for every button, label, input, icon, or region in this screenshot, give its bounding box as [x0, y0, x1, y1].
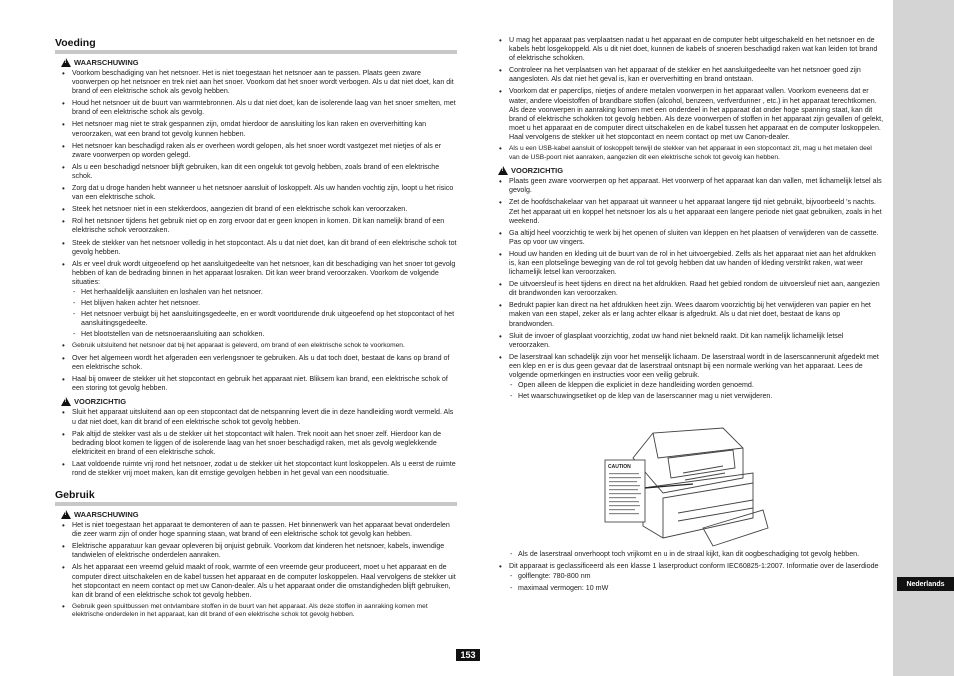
list-item: • Het netsnoer mag niet te strak gespannen zijn, omdat hierdoor de aansluiting los kan raken en oververhitting kan veroorzaken, wat een brand tot gevolg kunnen hebben.: [72, 120, 457, 138]
list-item: [72, 260, 457, 340]
list-item: • Voorkom beschadiging van het netsnoer. Het is niet toegestaan het netsnoer aan te passen. Plaats geen zware voorwerpen op het netsnoer en trek niet aan het snoer. Voorkom dat het snoer wordt verbogen. Als u dat niet doet, kan dit brand of een elektrische schok als gevolg hebben.: [72, 69, 457, 96]
voeding-warning-list: [55, 69, 457, 393]
list-item: • Ga altijd heel voorzichtig te werk bij het openen of sluiten van kleppen en het plaatsen of verwijderen van de cassette. Pas op voor uw vingers.: [509, 229, 884, 247]
list-item: • Houd het netsnoer uit de buurt van warmtebronnen. Als u dat niet doet, kan de isolerende laag van het snoer smelten, met brand of een elektrische schok als gevolg.: [72, 99, 457, 117]
list-item: • Houd uw handen en kleding uit de buurt van de rol in het uitvoergebied. Zelfs als het apparaat niet aan het afdrukken is, kan een plotselinge beweging van de rol tot gevolg hebben dat uw handen of kleding verstrikt raken, wat weer lichamelijk letsel kan veroorzaken.: [509, 250, 884, 277]
warning-icon: [61, 397, 71, 406]
sub-list: [509, 381, 884, 401]
list-item: • Elektrische apparatuur kan gevaar opleveren bij onjuist gebruik. Voorkom dat kinderen het netsnoer, kabels, inwendige tandwielen of elektrische onderdelen aanraken.: [72, 542, 457, 560]
list-item: • Bedrukt papier kan direct na het afdrukken heet zijn. Wees daarom voorzichtig bij het verwijderen van papier en het maken van een stapel, zeker als er lang achter elkaar is afgedrukt. Als u dat niet doet, bestaat de kans op brandwonden.: [509, 301, 884, 328]
warning-icon: [61, 510, 71, 519]
list-item: • Gebruik uitsluitend het netsnoer dat bij het apparaat is geleverd, om brand of een elektrische schok te voorkomen.: [72, 342, 457, 351]
list-item-text: De laserstraal kan schadelijk zijn voor het menselijk lichaam. De laserstraal wordt in de laserscannerunit afgedekt met een klep en er is dus geen gevaar dat de laserstraal ontsnapt bij een normale werking van het apparaat. Lees de volgende opmerkingen en instructies voor een veilig gebruik.: [509, 352, 879, 379]
voeding-caution-list: [55, 408, 457, 478]
list-item: • Sluit de invoer of glasplaat voorzichtig, zodat uw hand niet bekneld raakt. Dit kan namelijk lichamelijk letsel veroorzaken.: [509, 332, 884, 350]
list-item: • Als het apparaat een vreemd geluid maakt of rook, warmte of een vreemde geur produceert, moet u het apparaat en de computer direct uitschakelen en de kabel tussen het apparaat en de computer loskoppelen. Haal vervolgens de stekker uit het stopcontact en neem contact op met uw Canon-dealer. Als u het apparaat onder die omstandigheden blijft gebruiken, kan dit brand of een elektrische schok tot gevolg hebben.: [72, 563, 457, 599]
list-item: • Zet de hoofdschakelaar van het apparaat uit wanneer u het apparaat langere tijd niet gebruikt, bijvoorbeeld 's nachts. Zet het apparaat uit en koppel het netsnoer los als u het apparaat een langere periode niet gaat gebruiken, zoals in het weekend.: [509, 198, 884, 225]
list-item: • Controleer na het verplaatsen van het apparaat of de stekker en het aansluitgedeelte van het netsnoer goed zijn aangesloten. Als dat niet het geval is, kan er oververhitting en brand ontstaan.: [509, 66, 884, 84]
page-number: 153: [456, 649, 480, 661]
sidebar-strip: [893, 0, 954, 676]
sub-list-item: - Het blootstellen van de netsnoeraansluiting aan schokken.: [81, 330, 457, 339]
warning-heading: [61, 510, 457, 519]
caution-label: VOORZICHTIG: [511, 166, 564, 176]
caution-label: VOORZICHTIG: [74, 397, 127, 407]
sub-list-item: - Het blijven haken achter het netsnoer.: [81, 299, 457, 308]
sub-list-item: - Open alleen de kleppen die expliciet in deze handleiding worden genoemd.: [518, 381, 884, 390]
list-item: [509, 562, 884, 592]
sub-list-item: - Het herhaaldelijk aansluiten en loshalen van het netsnoer.: [81, 288, 457, 297]
warning-icon: [498, 166, 508, 175]
sub-list-item: - golflengte: 780-800 nm: [518, 572, 884, 581]
list-item: • Steek de stekker van het netsnoer volledig in het stopcontact. Als u dat niet doet, kan dit brand of een elektrische schok tot gevolg hebben.: [72, 239, 457, 257]
list-item: • Gebruik geen spuitbussen met ontvlambare stoffen in de buurt van het apparaat. Als deze stoffen in aanraking komen met elektrische onderdelen in het apparaat, kan dit brand of een elektrische schok tot gevolg hebben.: [72, 603, 457, 620]
printer-laser-label-illustration: [603, 418, 773, 558]
list-item: • Plaats geen zware voorwerpen op het apparaat. Het voorwerp of het apparaat kan dan vallen, met lichamelijk letsel als gevolg.: [509, 177, 884, 195]
list-item: • Voorkom dat er paperclips, nietjes of andere metalen voorwerpen in het apparaat vallen. Voorkom eveneens dat er water, andere vloeistoffen of brandbare stoffen (alcohol, benzeen, verfverdunner , etc.) in het apparaat terechtkomen. Als deze voorwerpen in aanraking komen met een onderdeel in het apparaat dat onder hoge spanning staat, kan dit brand of elektrische schokken tot gevolg hebben. Als deze voorwerpen of stoffen in het apparaat zijn gevallen of gelekt, moet u het apparaat en de computer direct uitschakelen en de kabel tussen het apparaat en de computer loskoppelen. Haal vervolgens de stekker uit het stopcontact en neem contact op met uw Canon-dealer.: [509, 87, 884, 142]
list-item: • Pak altijd de stekker vast als u de stekker uit het stopcontact wilt halen. Trek nooit aan het snoer zelf. Hierdoor kan de bedrading bloot komen te liggen of de isolerende laag van het snoer beschadigd raken, met als gevolg weglekkende elektriciteit en brand of een elektrische schok.: [72, 430, 457, 457]
warning-heading: [61, 58, 457, 67]
warning-icon: [61, 58, 71, 67]
sub-list-item: - Als de laserstraal onverhoopt toch vrijkomt en u in de straal kijkt, kan dit oogbeschadiging tot gevolg hebben.: [518, 550, 884, 559]
sub-list-item: - Het waarschuwingsetiket op de klep van de laserscanner mag u niet verwijderen.: [518, 392, 884, 401]
warning-label: WAARSCHUWING: [74, 510, 139, 520]
sub-list: [72, 288, 457, 339]
sub-list-item: - maximaal vermogen: 10 mW: [518, 584, 884, 593]
list-item-text: Dit apparaat is geclassificeerd als een klasse 1 laserproduct conform IEC60825-1:2007. Informatie over de laserdiode: [509, 562, 879, 571]
left-column: [55, 0, 457, 623]
list-item: • U mag het apparaat pas verplaatsen nadat u het apparaat en de computer hebt uitgeschakeld en het netsnoer en de kabels hebt losgekoppeld. Als u dit niet doet, kunnen de kabels of snoeren beschadigd raken wat kan leiden tot brand of elektrische schokken.: [509, 36, 884, 63]
list-item: • Laat voldoende ruimte vrij rond het netsnoer, zodat u de stekker uit het stopcontact kunt loskoppelen. Als u eerst de ruimte rond de stekker vrij moet maken, kan dit ernstige gevolgen hebben in het geval van een noodsituatie.: [72, 460, 457, 478]
section-title-gebruik: Gebruik: [55, 489, 457, 506]
list-item: • Als u een beschadigd netsnoer blijft gebruiken, kan dit een ongeluk tot gevolg hebben, zoals brand of een elektrische schok.: [72, 163, 457, 181]
section-title-voeding: Voeding: [55, 37, 457, 54]
list-item: • De uitvoersleuf is heet tijdens en direct na het afdrukken. Raad het gebied rondom de uitvoersleuf niet aan, aangezien dit brandwonden kan veroorzaken.: [509, 280, 884, 298]
list-item: • Het is niet toegestaan het apparaat te demonteren of aan te passen. Het binnenwerk van het apparaat bevat onderdelen die zeer warm zijn of onder hoge spanning staan, wat brand of een elektrische schok tot gevolg kan hebben.: [72, 521, 457, 539]
list-item: • Steek het netsnoer niet in een stekkerdoos, aangezien dit brand of een elektrische schok kan veroorzaken.: [72, 205, 457, 214]
list-item: • Zorg dat u droge handen hebt wanneer u het netsnoer aansluit of loskoppelt. Als uw handen vochtig zijn, loopt u het risico van een elektrische schok.: [72, 184, 457, 202]
list-item: • Het netsnoer kan beschadigd raken als er overheen wordt gelopen, als het snoer wordt vastgezet met nietjes of als er zware voorwerpen op worden gelegd.: [72, 142, 457, 160]
language-tab: Nederlands: [897, 577, 954, 591]
caution-heading: [498, 166, 884, 175]
warning-label: WAARSCHUWING: [74, 58, 139, 67]
list-item: • Sluit het apparaat uitsluitend aan op een stopcontact dat de netspanning levert die in deze handleiding wordt vermeld. Als u dat niet doet, kan dit brand of een elektrische schok tot gevolg hebben.: [72, 408, 457, 426]
list-item: • Haal bij onweer de stekker uit het stopcontact en gebruik het apparaat niet. Bliksem kan brand, een elektrische schok of een storing tot gevolg hebben.: [72, 375, 457, 393]
list-item: • Als u een USB-kabel aansluit of loskoppelt terwijl de stekker van het apparaat in een stopcontact zit, mag u het metalen deel van de USB-poort niet aanraken, aangezien dit een elektrische schok tot gevolg kan hebben.: [509, 145, 884, 162]
caution-heading: [61, 397, 457, 406]
sub-list: [509, 572, 884, 592]
list-item: • Rol het netsnoer tijdens het gebruik niet op en zorg ervoor dat er geen knopen in komen. Dit kan namelijk brand of een elektrische schok veroorzaken.: [72, 217, 457, 235]
sub-list-item: - Het netsnoer verbuigt bij het aansluitingsgedeelte, en er wordt voortdurende druk uitgeoefend op het stopcontact of het aansluitingsgedeelte.: [81, 310, 457, 328]
list-item-text: Als er veel druk wordt uitgeoefend op het aansluitgedeelte van het netsnoer, kan dit beschadiging van het snoer tot gevolg hebben of kan de bedrading binnen in het apparaat losraken. Dit kan weer brand veroorzaken. Voorkom de volgende situaties:: [72, 259, 456, 286]
gebruik-warning-list: [55, 521, 457, 620]
right-top-list: [492, 36, 884, 162]
list-item: • Over het algemeen wordt het afgeraden een verlengsnoer te gebruiken. Als u dat toch doet, bestaat de kans op brand of een elektrische schok.: [72, 354, 457, 372]
laser-label-caution-text: CAUTION: [608, 464, 631, 470]
